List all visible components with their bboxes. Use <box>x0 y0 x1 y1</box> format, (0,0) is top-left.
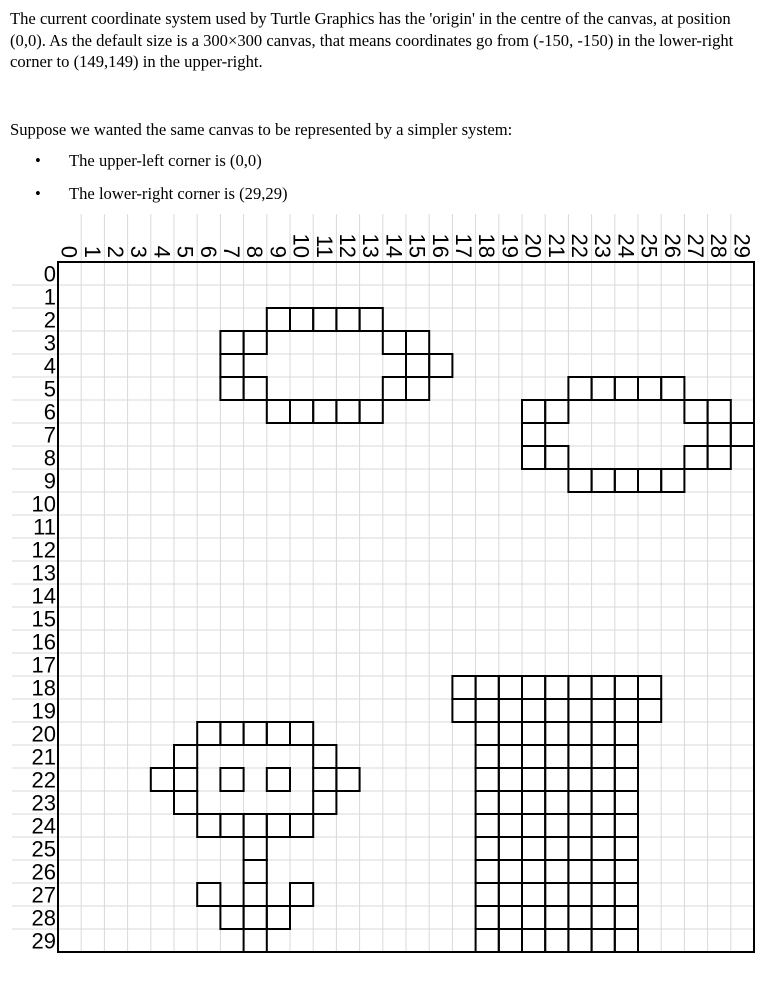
pillar-body-cell <box>592 883 615 906</box>
pillar-cap-cell <box>615 676 638 699</box>
column-label: 4 <box>149 245 175 258</box>
column-label: 5 <box>172 245 198 258</box>
flower-cell <box>267 906 290 929</box>
pillar-body-cell <box>499 883 522 906</box>
pillar-cap-cell <box>568 699 591 722</box>
bullet-text: The lower-right corner is (29,29) <box>69 184 288 203</box>
row-label: 22 <box>31 767 56 793</box>
pillar-cap-cell <box>522 699 545 722</box>
right-oval-cell <box>638 469 661 492</box>
row-label: 11 <box>33 514 56 540</box>
right-oval-cell <box>615 469 638 492</box>
upper-left-oval-cell <box>360 400 383 423</box>
pillar-body-cell <box>499 837 522 860</box>
upper-left-oval-cell <box>406 354 429 377</box>
pillar-body-cell <box>568 929 591 952</box>
flower-cell <box>267 768 290 791</box>
column-labels <box>57 234 755 258</box>
pillar-body-cell <box>522 814 545 837</box>
flower-cell <box>244 722 267 745</box>
row-label: 14 <box>31 583 56 609</box>
pillar-body-cell <box>522 768 545 791</box>
flower-cell <box>244 837 267 860</box>
pillar-body-cell <box>568 883 591 906</box>
pillar-body-cell <box>476 883 499 906</box>
flower-cell <box>290 722 313 745</box>
upper-left-oval-cell <box>336 308 359 331</box>
pillar-cap-cell <box>452 699 475 722</box>
pillar-body-cell <box>499 791 522 814</box>
upper-left-oval-cell <box>244 331 267 354</box>
pillar-body-cell <box>545 906 568 929</box>
row-label: 5 <box>43 376 56 402</box>
pillar-body-cell <box>568 791 591 814</box>
row-label: 20 <box>31 721 56 747</box>
row-label: 13 <box>31 560 56 586</box>
flower-cell <box>244 929 267 952</box>
right-oval-cell <box>615 377 638 400</box>
pillar-body-cell <box>476 814 499 837</box>
pillar-body-cell <box>476 768 499 791</box>
pillar-body-cell <box>545 722 568 745</box>
column-label: 27 <box>683 233 708 258</box>
pillar-body-cell <box>568 837 591 860</box>
row-label: 1 <box>43 284 56 310</box>
pillar-body-cell <box>499 768 522 791</box>
row-label: 27 <box>31 882 56 908</box>
pillar-body-cell <box>545 837 568 860</box>
row-label: 7 <box>43 422 56 448</box>
flower-cell <box>174 791 197 814</box>
pillar-body-cell <box>545 883 568 906</box>
pillar-body-cell <box>615 722 638 745</box>
column-label: 3 <box>126 245 152 258</box>
pillar-cap-cell <box>545 676 568 699</box>
pillar-body-cell <box>592 745 615 768</box>
right-oval-cell <box>522 400 545 423</box>
row-label: 18 <box>31 675 56 701</box>
column-label: 23 <box>590 233 616 258</box>
column-label: 14 <box>381 233 407 258</box>
pillar-body-cell <box>568 768 591 791</box>
pillar-body-cell <box>522 860 545 883</box>
pillar-body-cell <box>476 722 499 745</box>
pillar-body-cell <box>568 860 591 883</box>
grid-col-lines <box>81 214 731 952</box>
column-label: 9 <box>265 245 291 258</box>
row-label: 4 <box>43 353 56 379</box>
column-label: 15 <box>404 233 430 258</box>
column-label: 1 <box>79 245 105 258</box>
column-label: 28 <box>706 233 732 258</box>
pillar-body-cell <box>592 791 615 814</box>
upper-left-oval-cell <box>406 331 429 354</box>
right-oval-cell <box>661 377 684 400</box>
right-oval-cell <box>522 423 545 446</box>
flower-cell <box>197 722 220 745</box>
right-oval-cell <box>592 377 615 400</box>
flower-cell <box>220 768 243 791</box>
flower-cell <box>197 883 220 906</box>
row-label: 9 <box>43 468 56 494</box>
column-label: 16 <box>427 233 453 258</box>
pillar-body-cell <box>522 837 545 860</box>
row-label: 19 <box>31 698 56 724</box>
pillar-body-cell <box>545 929 568 952</box>
pillar-body-cell <box>545 860 568 883</box>
row-label: 0 <box>43 261 56 287</box>
pillar-cap-cell <box>545 699 568 722</box>
row-label: 26 <box>31 859 56 885</box>
pillar-body-cell <box>615 768 638 791</box>
bullet-dot-icon: • <box>35 151 41 170</box>
column-label: 19 <box>497 233 523 258</box>
pillar-body-cell <box>499 814 522 837</box>
pillar-body-cell <box>615 837 638 860</box>
upper-left-oval-cell <box>220 331 243 354</box>
right-oval-cell <box>592 469 615 492</box>
column-label: 8 <box>242 245 268 258</box>
flower-cell <box>290 883 313 906</box>
flower-cell <box>244 814 267 837</box>
pillar-body-cell <box>545 814 568 837</box>
upper-left-oval-cell <box>429 354 452 377</box>
flower-cell <box>336 768 359 791</box>
column-label: 2 <box>103 245 128 258</box>
row-label: 21 <box>31 744 56 770</box>
right-oval-cell <box>684 446 707 469</box>
pillar-body-cell <box>499 745 522 768</box>
right-oval-cell <box>545 400 568 423</box>
column-label: 11 <box>311 235 337 258</box>
row-labels <box>32 262 56 954</box>
pillar-body-cell <box>592 906 615 929</box>
pillar-body-cell <box>568 745 591 768</box>
pillar-body-cell <box>476 929 499 952</box>
pillar-cap-cell <box>476 676 499 699</box>
right-oval-cell <box>661 469 684 492</box>
pillar-cap-cell <box>452 676 475 699</box>
right-oval-cell <box>708 446 731 469</box>
flower-cell <box>174 768 197 791</box>
pillar-cap-cell <box>522 676 545 699</box>
pillar-body-cell <box>592 837 615 860</box>
pillar-body-cell <box>568 814 591 837</box>
upper-left-oval-cell <box>313 400 336 423</box>
upper-left-oval-cell <box>220 377 243 400</box>
upper-left-oval-cell <box>383 377 406 400</box>
upper-left-oval-cell <box>244 377 267 400</box>
column-label: 7 <box>219 245 244 258</box>
row-label: 17 <box>31 652 56 678</box>
bullet-text: The upper-left corner is (0,0) <box>69 151 262 170</box>
column-label: 25 <box>636 233 662 258</box>
pillar-body-cell <box>592 929 615 952</box>
pillar-body-cell <box>592 814 615 837</box>
column-label: 21 <box>543 233 569 258</box>
right-oval-cell <box>731 423 754 446</box>
right-oval-cell <box>708 400 731 423</box>
pillar-body-cell <box>476 860 499 883</box>
flower-cell <box>244 883 267 906</box>
right-oval-cell <box>545 446 568 469</box>
flower-cell <box>313 791 336 814</box>
upper-left-oval-cell <box>336 400 359 423</box>
pillar-body-cell <box>568 906 591 929</box>
column-label: 26 <box>659 233 685 258</box>
bullet-dot-icon: • <box>35 184 41 203</box>
upper-left-oval-cell <box>360 308 383 331</box>
row-label: 8 <box>43 445 56 471</box>
intro-paragraph: The current coordinate system used by Turtle Graphics has the 'origin' in the centre of the canvas, at position (0,0). As the default size is a 300×300 canvas, that means coordinates go from (-150, -150) in the lower-right corner to (149,149) in the upper-right. <box>10 9 734 71</box>
row-label: 15 <box>31 606 56 632</box>
column-label: 0 <box>56 245 82 258</box>
flower-cell <box>313 768 336 791</box>
flower-cell <box>220 722 243 745</box>
flower-cell <box>290 814 313 837</box>
right-oval-cell <box>638 377 661 400</box>
flower-cell <box>244 860 267 883</box>
pillar-body-cell <box>499 722 522 745</box>
pillar-body-cell <box>522 791 545 814</box>
pillar-body-cell <box>592 768 615 791</box>
pillar-body-cell <box>615 929 638 952</box>
pillar-cap-cell <box>592 699 615 722</box>
pillar-cap-cell <box>499 676 522 699</box>
upper-left-oval-cell <box>267 400 290 423</box>
column-label: 24 <box>613 233 639 258</box>
pillar-body-cell <box>476 837 499 860</box>
pillar-body-cell <box>568 722 591 745</box>
pillar-body-cell <box>499 860 522 883</box>
flower-cell <box>197 814 220 837</box>
upper-left-oval-cell <box>290 400 313 423</box>
column-label: 29 <box>729 233 755 258</box>
row-label: 6 <box>43 399 56 425</box>
row-label: 12 <box>31 537 56 563</box>
pillar-cap-cell <box>638 676 661 699</box>
row-label: 23 <box>31 790 56 816</box>
column-label: 17 <box>451 233 476 258</box>
pillar-body-cell <box>522 722 545 745</box>
flower-cell <box>220 906 243 929</box>
column-label: 18 <box>474 233 500 258</box>
column-label: 20 <box>520 233 546 258</box>
pillar-body-cell <box>615 860 638 883</box>
right-oval-cell <box>568 377 591 400</box>
pillar-body-cell <box>592 722 615 745</box>
flower-cell <box>267 722 290 745</box>
upper-left-oval-cell <box>290 308 313 331</box>
pillar-cap-cell <box>499 699 522 722</box>
upper-left-oval-cell <box>313 308 336 331</box>
pillar-body-cell <box>522 929 545 952</box>
column-label: 10 <box>288 233 314 258</box>
column-label: 12 <box>335 233 360 258</box>
right-oval-cell <box>568 469 591 492</box>
pillar-body-cell <box>615 883 638 906</box>
pillar-body-cell <box>615 906 638 929</box>
row-label: 10 <box>31 491 56 517</box>
flower-cell <box>151 768 174 791</box>
row-label: 3 <box>43 330 56 356</box>
upper-left-oval-cell <box>267 308 290 331</box>
pillar-body-cell <box>615 745 638 768</box>
pillar-body-cell <box>499 929 522 952</box>
pillar-body-cell <box>592 860 615 883</box>
pillar-body-cell <box>476 791 499 814</box>
right-oval-cell <box>708 423 731 446</box>
pillar-cap-cell <box>615 699 638 722</box>
pillar-body-cell <box>522 745 545 768</box>
pillar-body-cell <box>545 791 568 814</box>
column-label: 22 <box>567 233 592 258</box>
pillar-body-cell <box>545 745 568 768</box>
pillar-body-cell <box>476 906 499 929</box>
pillar-cap-cell <box>476 699 499 722</box>
row-label: 25 <box>31 836 56 862</box>
upper-left-oval-cell <box>220 354 243 377</box>
row-label: 24 <box>31 813 56 839</box>
pillar-body-cell <box>522 906 545 929</box>
right-oval-cell <box>522 446 545 469</box>
pillar-body-cell <box>522 883 545 906</box>
upper-left-oval-cell <box>383 331 406 354</box>
pillar-cap-cell <box>568 676 591 699</box>
pillar-body-cell <box>615 814 638 837</box>
pillar-body-cell <box>499 906 522 929</box>
row-label: 28 <box>31 905 56 931</box>
prompt-paragraph: Suppose we wanted the same canvas to be represented by a simpler system: <box>10 120 513 139</box>
right-oval-cell <box>684 400 707 423</box>
row-label: 16 <box>31 629 56 655</box>
upper-left-oval-cell <box>406 377 429 400</box>
pillar-body-cell <box>545 768 568 791</box>
flower-cell <box>244 906 267 929</box>
row-label: 29 <box>31 928 56 954</box>
pillar-cap-cell <box>638 699 661 722</box>
column-label: 13 <box>358 233 384 258</box>
pillar-body-cell <box>615 791 638 814</box>
flower-cell <box>220 814 243 837</box>
pillar-cap-cell <box>592 676 615 699</box>
pillar-body-cell <box>476 745 499 768</box>
flower-cell <box>313 745 336 768</box>
flower-cell <box>174 745 197 768</box>
column-label: 6 <box>195 245 221 258</box>
row-label: 2 <box>43 307 56 333</box>
flower-cell <box>267 814 290 837</box>
